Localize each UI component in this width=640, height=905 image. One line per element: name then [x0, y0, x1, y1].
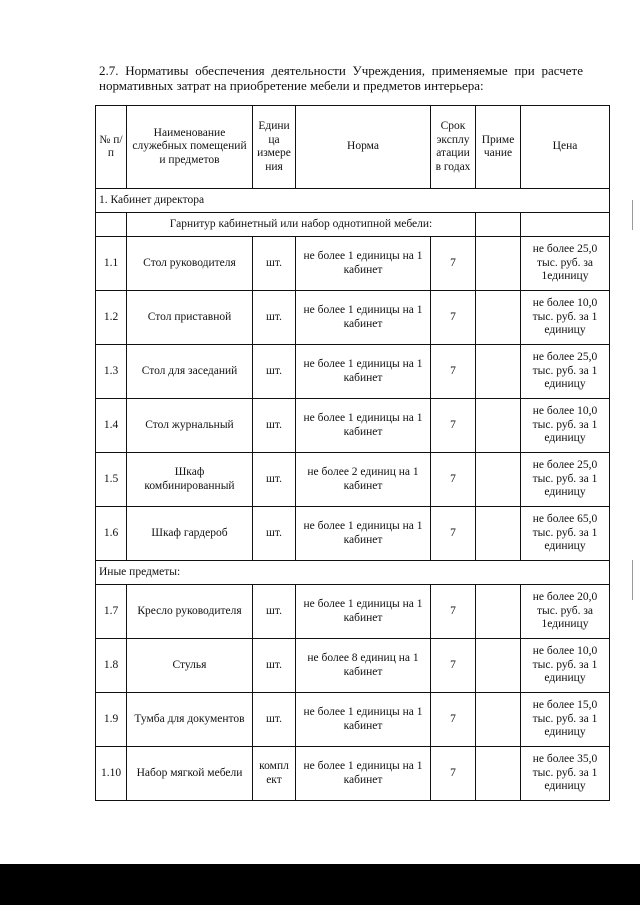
col-header-unit: Едини ца измере ния — [253, 106, 296, 189]
col-header-name: Наименование служебных помещений и предметов — [127, 106, 253, 189]
item-name: Кресло руководителя — [127, 585, 253, 639]
item-service-life: 7 — [431, 399, 476, 453]
item-price: не более 20,0 тыс. руб. за 1единицу — [521, 585, 610, 639]
item-note — [476, 507, 521, 561]
item-price: не более 10,0 тыс. руб. за 1 единицу — [521, 399, 610, 453]
table-row — [96, 399, 610, 453]
section-title: 1. Кабинет директора — [96, 189, 610, 213]
item-price: не более 10,0 тыс. руб. за 1 единицу — [521, 291, 610, 345]
item-norm: не более 1 единицы на 1 кабинет — [296, 237, 431, 291]
item-name: Стол приставной — [127, 291, 253, 345]
item-service-life: 7 — [431, 291, 476, 345]
table-row — [96, 291, 610, 345]
item-note — [476, 291, 521, 345]
item-norm: не более 8 единиц на 1 кабинет — [296, 639, 431, 693]
col-header-norm: Норма — [296, 106, 431, 189]
item-norm: не более 1 единицы на 1 кабинет — [296, 507, 431, 561]
item-price: не более 25,0 тыс. руб. за 1 единицу — [521, 453, 610, 507]
item-name: Шкаф гардероб — [127, 507, 253, 561]
item-unit: шт. — [253, 585, 296, 639]
item-unit: шт. — [253, 639, 296, 693]
row-number: 1.4 — [96, 399, 127, 453]
row-number: 1.9 — [96, 693, 127, 747]
col-header-note: Приме чание — [476, 106, 521, 189]
item-unit: шт. — [253, 507, 296, 561]
scan-edge-mark — [632, 560, 633, 600]
item-note — [476, 747, 521, 801]
item-price: не более 10,0 тыс. руб. за 1 единицу — [521, 639, 610, 693]
item-name: Стол руководителя — [127, 237, 253, 291]
item-note — [476, 399, 521, 453]
item-price: не более 35,0 тыс. руб. за 1 единицу — [521, 747, 610, 801]
table-row — [96, 585, 610, 639]
row-number: 1.3 — [96, 345, 127, 399]
item-service-life: 7 — [431, 693, 476, 747]
item-unit: компл ект — [253, 747, 296, 801]
item-price: не более 65,0 тыс. руб. за 1 единицу — [521, 507, 610, 561]
section-heading: 2.7. Нормативы обеспечения деятельности Учреждения, применяемые при расчете нормативных затрат на приобретение мебели и предметов интерьера: — [99, 63, 583, 93]
item-service-life: 7 — [431, 747, 476, 801]
item-price: не более 25,0 тыс. руб. за 1 единицу — [521, 345, 610, 399]
scan-bottom-border — [0, 864, 640, 905]
row-number: 1.7 — [96, 585, 127, 639]
item-note — [476, 453, 521, 507]
item-service-life: 7 — [431, 639, 476, 693]
row-number: 1.6 — [96, 507, 127, 561]
item-norm: не более 1 единицы на 1 кабинет — [296, 345, 431, 399]
item-norm: не более 1 единицы на 1 кабинет — [296, 585, 431, 639]
item-service-life: 7 — [431, 507, 476, 561]
scan-edge-mark — [632, 200, 633, 230]
section-title: Иные предметы: — [96, 561, 610, 585]
item-name: Шкаф комбинированный — [127, 453, 253, 507]
item-unit: шт. — [253, 693, 296, 747]
item-note — [476, 639, 521, 693]
row-number: 1.10 — [96, 747, 127, 801]
item-service-life: 7 — [431, 345, 476, 399]
item-name: Стулья — [127, 639, 253, 693]
item-service-life: 7 — [431, 237, 476, 291]
item-price: не более 25,0 тыс. руб. за 1единицу — [521, 237, 610, 291]
col-header-price: Цена — [521, 106, 610, 189]
table-row — [96, 747, 610, 801]
section2-rows — [96, 585, 610, 801]
item-unit: шт. — [253, 237, 296, 291]
section-row — [96, 561, 610, 585]
item-name: Стол для заседаний — [127, 345, 253, 399]
col-header-term: Срок эксплу атации в годах — [431, 106, 476, 189]
row-number: 1.2 — [96, 291, 127, 345]
row-number: 1.1 — [96, 237, 127, 291]
item-note — [476, 585, 521, 639]
table-row — [96, 693, 610, 747]
item-note — [476, 345, 521, 399]
empty-cell — [96, 213, 127, 237]
table-row — [96, 237, 610, 291]
table-row — [96, 507, 610, 561]
table-row — [96, 639, 610, 693]
item-norm: не более 1 единицы на 1 кабинет — [296, 291, 431, 345]
item-name: Стол журнальный — [127, 399, 253, 453]
item-unit: шт. — [253, 399, 296, 453]
item-norm: не более 2 единиц на 1 кабинет — [296, 453, 431, 507]
item-service-life: 7 — [431, 453, 476, 507]
item-name: Тумба для документов — [127, 693, 253, 747]
col-header-num: № п/п — [96, 106, 127, 189]
item-service-life: 7 — [431, 585, 476, 639]
furniture-norms-table — [95, 105, 610, 801]
table-row — [96, 453, 610, 507]
table-header-row — [96, 106, 610, 189]
item-note — [476, 693, 521, 747]
row-number: 1.8 — [96, 639, 127, 693]
item-name: Набор мягкой мебели — [127, 747, 253, 801]
item-unit: шт. — [253, 345, 296, 399]
item-price: не более 15,0 тыс. руб. за 1 единицу — [521, 693, 610, 747]
empty-cell — [521, 213, 610, 237]
section1-rows — [96, 237, 610, 561]
table-row — [96, 345, 610, 399]
item-unit: шт. — [253, 291, 296, 345]
row-number: 1.5 — [96, 453, 127, 507]
item-norm: не более 1 единицы на 1 кабинет — [296, 693, 431, 747]
item-unit: шт. — [253, 453, 296, 507]
section-row — [96, 189, 610, 213]
item-norm: не более 1 единицы на 1 кабинет — [296, 747, 431, 801]
subsection-title: Гарнитур кабинетный или набор однотипной мебели: — [127, 213, 476, 237]
item-norm: не более 1 единицы на 1 кабинет — [296, 399, 431, 453]
subsection-row — [96, 213, 610, 237]
empty-cell — [476, 213, 521, 237]
item-note — [476, 237, 521, 291]
